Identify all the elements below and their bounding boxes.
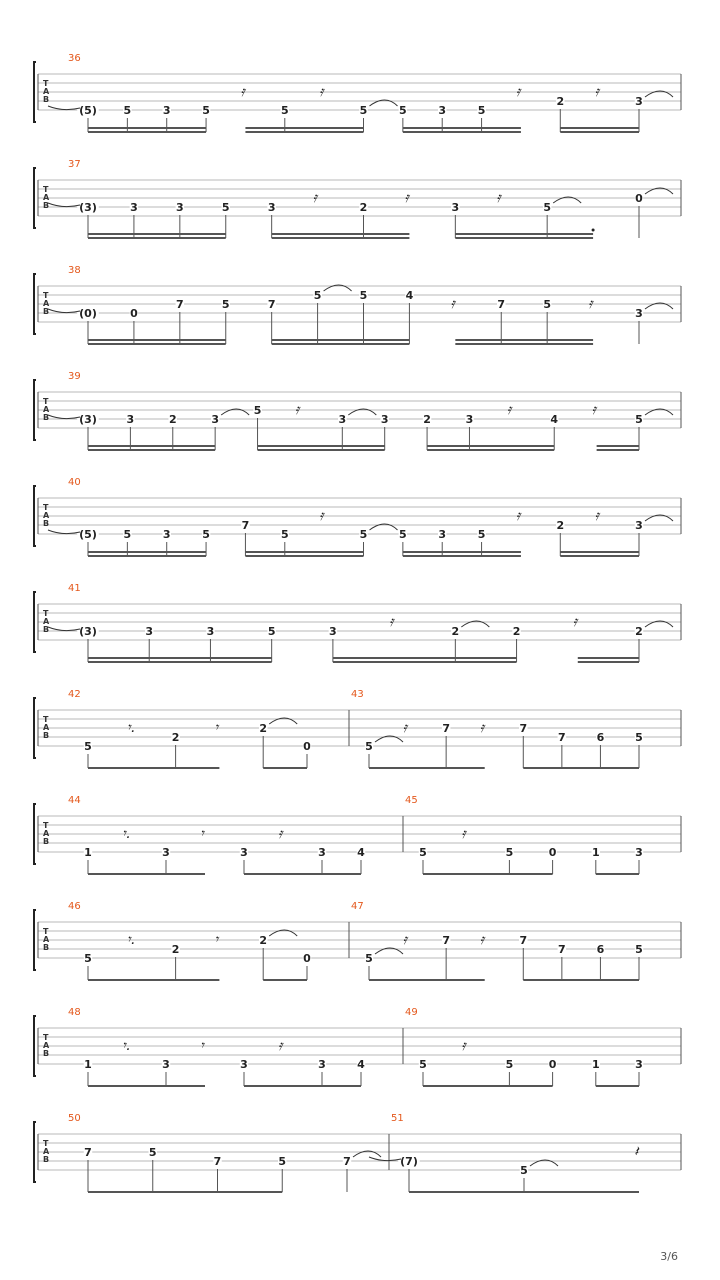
fret-number: 3 xyxy=(318,846,326,859)
rest-symbol: 𝄽 xyxy=(634,1144,639,1160)
tab-clef-letter: B xyxy=(43,1155,50,1164)
fret-number: 3 xyxy=(162,846,170,859)
fret-number: 7 xyxy=(497,298,506,311)
fret-number: (5) xyxy=(79,104,97,117)
fret-number: 1 xyxy=(84,846,92,859)
system-brace xyxy=(34,62,36,122)
system-brace xyxy=(34,1122,36,1182)
fret-number: 3 xyxy=(126,413,135,426)
tie-arc xyxy=(48,627,80,631)
fret-number: 5 xyxy=(365,740,373,753)
fret-number: 3 xyxy=(465,413,474,426)
rest-symbol: 𝄾 xyxy=(200,826,204,842)
fret-number: (3) xyxy=(79,201,97,214)
measure-number: 43 xyxy=(351,689,364,700)
fret-number: 2 xyxy=(451,625,460,638)
fret-number: 5 xyxy=(313,289,322,302)
fret-number: 2 xyxy=(359,201,368,214)
fret-number: 0 xyxy=(130,307,138,320)
fret-number: 2 xyxy=(556,95,565,108)
tab-clef-letter: B xyxy=(43,731,50,740)
tab-clef-letter: T xyxy=(43,927,49,936)
system-brace xyxy=(34,910,36,970)
fret-number: 4 xyxy=(550,413,559,426)
fret-number: 5 xyxy=(202,528,210,541)
fret-number: 1 xyxy=(591,846,600,859)
measure-number: 42 xyxy=(68,689,81,700)
fret-number: 0 xyxy=(303,740,311,753)
fret-number: 3 xyxy=(162,528,171,541)
fret-number: 0 xyxy=(548,846,557,859)
fret-number: 2 xyxy=(168,413,177,426)
fret-number: 0 xyxy=(635,192,643,205)
rest-symbol: 𝄾. xyxy=(122,1038,131,1054)
fret-number: 5 xyxy=(365,952,373,965)
tie-arc xyxy=(48,530,80,534)
fret-number: 5 xyxy=(520,1164,528,1177)
fret-number: 5 xyxy=(221,298,230,311)
fret-number: 7 xyxy=(442,722,450,735)
measure-number: 50 xyxy=(68,1113,81,1124)
fret-number: 5 xyxy=(635,413,643,426)
rest-symbol: 𝄿 xyxy=(594,84,599,100)
fret-number: 5 xyxy=(123,528,132,541)
tab-clef-letter: A xyxy=(43,1147,50,1156)
rest-symbol: 𝄾 xyxy=(214,720,219,736)
rest-symbol: 𝄿 xyxy=(319,84,324,100)
fret-number: 2 xyxy=(171,731,180,744)
fret-number: 3 xyxy=(635,846,643,859)
system-brace xyxy=(34,486,36,546)
tab-clef-letter: A xyxy=(43,299,50,308)
system-brace xyxy=(34,380,36,440)
fret-number: 7 xyxy=(176,298,184,311)
fret-number: 7 xyxy=(213,1155,222,1168)
measure-number: 45 xyxy=(405,795,418,806)
measure-number: 49 xyxy=(405,1007,418,1018)
fret-number: 7 xyxy=(442,934,450,947)
fret-number: 3 xyxy=(206,625,215,638)
fret-number: 2 xyxy=(171,943,180,956)
fret-number: 6 xyxy=(596,943,605,956)
tab-clef-letter: A xyxy=(43,1041,50,1050)
fret-number: 0 xyxy=(303,952,311,965)
rest-symbol: 𝄿 xyxy=(278,826,283,842)
tab-clef-letter: T xyxy=(43,503,49,512)
measure-number: 38 xyxy=(68,265,81,276)
rest-symbol: 𝄿 xyxy=(588,296,593,312)
tab-clef-letter: T xyxy=(43,291,49,300)
measure-number: 37 xyxy=(68,159,81,170)
fret-number: 5 xyxy=(635,943,643,956)
fret-number: 5 xyxy=(359,528,368,541)
fret-number: 5 xyxy=(148,1146,157,1159)
fret-number: 5 xyxy=(123,104,132,117)
fret-number: 3 xyxy=(635,95,643,108)
rest-symbol: 𝄿 xyxy=(402,720,407,736)
fret-number: 5 xyxy=(399,104,407,117)
system-brace xyxy=(34,1016,36,1076)
measure-number: 39 xyxy=(68,371,81,382)
fret-number: 3 xyxy=(380,413,389,426)
rest-symbol: 𝄿 xyxy=(240,84,245,100)
tie-arc xyxy=(48,106,80,110)
fret-number: 3 xyxy=(130,201,138,214)
tab-clef-letter: A xyxy=(43,193,50,202)
tie-arc xyxy=(48,203,80,207)
fret-number: 5 xyxy=(221,201,230,214)
fret-number: 3 xyxy=(329,625,337,638)
fret-number: 5 xyxy=(635,731,643,744)
tab-clef-letter: A xyxy=(43,87,50,96)
tab-clef-letter: B xyxy=(43,201,50,210)
tab-clef-letter: T xyxy=(43,1139,49,1148)
fret-number: 2 xyxy=(512,625,521,638)
fret-number: 3 xyxy=(438,528,447,541)
measure-number: 46 xyxy=(68,901,81,912)
fret-number: (0) xyxy=(79,307,97,320)
fret-number: 2 xyxy=(259,934,268,947)
rest-symbol: 𝄿 xyxy=(461,1038,466,1054)
system-brace xyxy=(34,804,36,864)
fret-number: 5 xyxy=(505,1058,514,1071)
rest-symbol: 𝄿 xyxy=(312,190,317,206)
fret-number: 7 xyxy=(519,722,528,735)
fret-number: 7 xyxy=(343,1155,351,1168)
tab-clef-letter: B xyxy=(43,307,50,316)
tab-clef-letter: T xyxy=(43,821,49,830)
fret-number: 3 xyxy=(162,104,171,117)
fret-number: 4 xyxy=(405,289,414,302)
fret-number: 7 xyxy=(519,934,528,947)
fret-number: 3 xyxy=(240,1058,248,1071)
fret-number: 3 xyxy=(240,846,248,859)
system-brace xyxy=(34,274,36,334)
tab-clef-letter: T xyxy=(43,397,49,406)
tab-clef-letter: T xyxy=(43,609,49,618)
tab-clef-letter: A xyxy=(43,829,50,838)
tab-clef-letter: T xyxy=(43,185,49,194)
tab-clef-letter: A xyxy=(43,511,50,520)
fret-number: 7 xyxy=(558,731,566,744)
fret-number: 4 xyxy=(357,1058,365,1071)
fret-number: 5 xyxy=(359,289,368,302)
fret-number: 5 xyxy=(280,104,289,117)
fret-number: 5 xyxy=(278,1155,287,1168)
fret-number: 2 xyxy=(423,413,431,426)
tie-arc xyxy=(369,1157,401,1161)
fret-number: 5 xyxy=(84,740,92,753)
fret-number: 5 xyxy=(505,846,514,859)
system-brace xyxy=(34,698,36,758)
fret-number: 3 xyxy=(211,413,219,426)
tab-clef-letter: B xyxy=(43,625,50,634)
system-brace xyxy=(34,168,36,228)
fret-number: 3 xyxy=(267,201,276,214)
rest-symbol: 𝄿 xyxy=(389,614,394,630)
fret-number: 3 xyxy=(318,1058,326,1071)
fret-number: 7 xyxy=(558,943,566,956)
measure-number: 48 xyxy=(68,1007,81,1018)
fret-number: 5 xyxy=(399,528,407,541)
fret-number: 0 xyxy=(548,1058,557,1071)
rest-symbol: 𝄿 xyxy=(404,190,409,206)
rest-symbol: 𝄾. xyxy=(122,826,131,842)
fret-number: 7 xyxy=(267,298,276,311)
fret-number: 5 xyxy=(267,625,276,638)
rest-symbol: 𝄾 xyxy=(200,1038,204,1054)
tab-clef-letter: B xyxy=(43,519,50,528)
rest-symbol: 𝄿 xyxy=(515,508,521,524)
rest-symbol: 𝄿 xyxy=(496,190,501,206)
fret-number: 5 xyxy=(477,104,486,117)
rest-symbol: 𝄿 xyxy=(461,826,466,842)
tab-clef-letter: B xyxy=(43,95,50,104)
tab-clef-letter: B xyxy=(43,837,50,846)
fret-number: 3 xyxy=(635,519,643,532)
tab-clef-letter: B xyxy=(43,413,50,422)
fret-number: 3 xyxy=(162,1058,170,1071)
fret-number: 2 xyxy=(635,625,643,638)
rest-symbol: 𝄿 xyxy=(506,402,512,418)
tab-clef-letter: A xyxy=(43,405,50,414)
dot-mark xyxy=(592,229,595,232)
fret-number: 5 xyxy=(253,404,262,417)
rest-symbol: 𝄿 xyxy=(479,932,485,948)
measure-number: 44 xyxy=(68,795,81,806)
rest-symbol: 𝄿 xyxy=(450,296,455,312)
measure-number: 47 xyxy=(351,901,364,912)
tab-clef-letter: T xyxy=(43,1033,49,1042)
fret-number: 3 xyxy=(145,625,154,638)
page-number: 3/6 xyxy=(660,1250,678,1263)
fret-number: 5 xyxy=(477,528,486,541)
rest-symbol: 𝄿 xyxy=(479,720,485,736)
fret-number: (3) xyxy=(79,413,97,426)
rest-symbol: 𝄿 xyxy=(319,508,324,524)
fret-number: 6 xyxy=(596,731,605,744)
fret-number: 5 xyxy=(419,846,427,859)
fret-number: (7) xyxy=(400,1155,418,1168)
rest-symbol: 𝄾. xyxy=(126,720,135,736)
fret-number: 5 xyxy=(543,298,551,311)
rest-symbol: 𝄿 xyxy=(591,402,596,418)
fret-number: (3) xyxy=(79,625,97,638)
tab-clef-letter: T xyxy=(43,79,49,88)
measure-number: 41 xyxy=(68,583,81,594)
fret-number: 5 xyxy=(359,104,368,117)
fret-number: 5 xyxy=(202,104,210,117)
fret-number: (5) xyxy=(79,528,97,541)
rest-symbol: 𝄿 xyxy=(515,84,521,100)
tab-clef-letter: A xyxy=(43,935,50,944)
tab-clef-letter: A xyxy=(43,723,50,732)
fret-number: 3 xyxy=(338,413,347,426)
fret-number: 4 xyxy=(357,846,365,859)
fret-number: 5 xyxy=(419,1058,427,1071)
fret-number: 5 xyxy=(84,952,92,965)
fret-number: 2 xyxy=(556,519,565,532)
tie-arc xyxy=(48,309,80,313)
fret-number: 3 xyxy=(176,201,184,214)
rest-symbol: 𝄿 xyxy=(572,614,578,630)
rest-symbol: 𝄾 xyxy=(214,932,219,948)
fret-number: 1 xyxy=(84,1058,92,1071)
tab-clef-letter: A xyxy=(43,617,50,626)
fret-number: 1 xyxy=(591,1058,600,1071)
rest-symbol: 𝄿 xyxy=(278,1038,283,1054)
tab-clef-letter: B xyxy=(43,1049,50,1058)
fret-number: 2 xyxy=(259,722,268,735)
fret-number: 3 xyxy=(635,307,643,320)
measure-number: 51 xyxy=(391,1113,404,1124)
rest-symbol: 𝄿 xyxy=(294,402,300,418)
rest-symbol: 𝄿 xyxy=(594,508,599,524)
fret-number: 7 xyxy=(241,519,250,532)
fret-number: 5 xyxy=(280,528,289,541)
tie-arc xyxy=(48,415,80,419)
fret-number: 3 xyxy=(438,104,447,117)
fret-number: 7 xyxy=(84,1146,92,1159)
rest-symbol: 𝄾. xyxy=(126,932,135,948)
measure-number: 36 xyxy=(68,53,81,64)
fret-number: 5 xyxy=(543,201,551,214)
tab-clef-letter: T xyxy=(43,715,49,724)
fret-number: 3 xyxy=(451,201,460,214)
measure-number: 40 xyxy=(68,477,81,488)
tab-clef-letter: B xyxy=(43,943,50,952)
fret-number: 3 xyxy=(635,1058,643,1071)
system-brace xyxy=(34,592,36,652)
rest-symbol: 𝄿 xyxy=(402,932,407,948)
